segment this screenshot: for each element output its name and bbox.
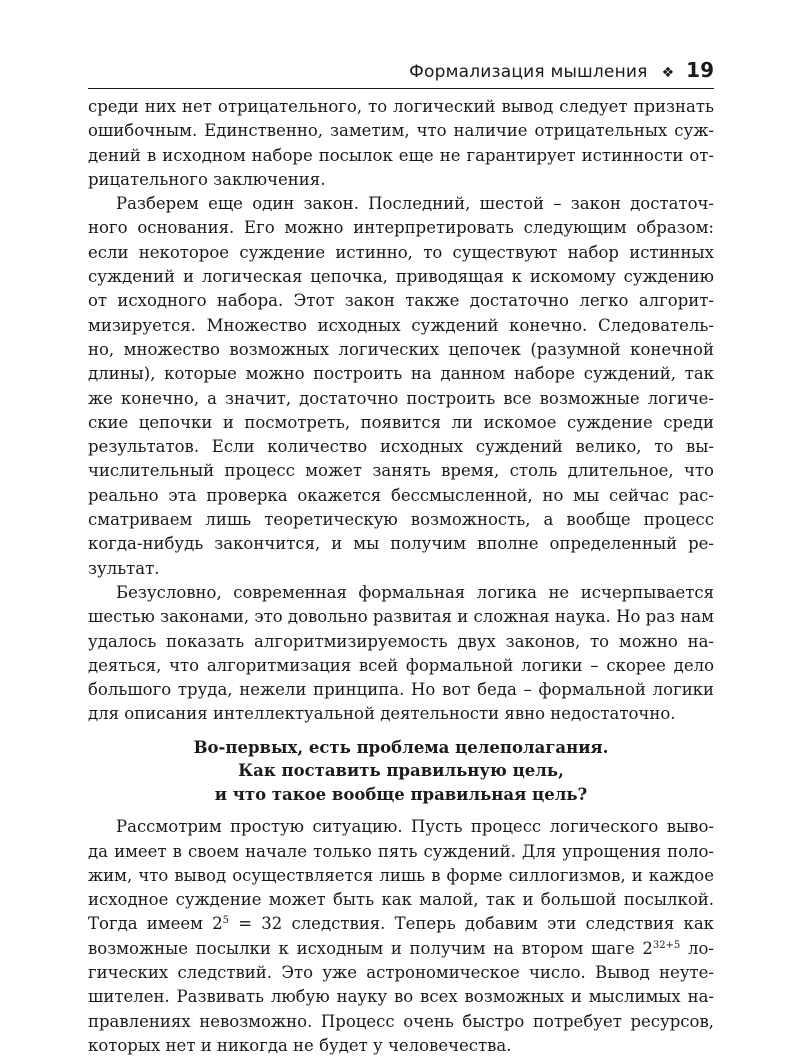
text-line: которых нет и никогда не будет у человечества. <box>88 1035 512 1055</box>
text-line: результатов. Если количество исходных суждений велико, то вы- <box>88 437 714 457</box>
heading-line: и что такое вообще правильная цель? <box>214 784 588 804</box>
text-line: сматриваем лишь теоретическую возможность, а вообще процесс <box>88 510 714 530</box>
text-line: для описания интеллектуальной деятельности явно недостаточно. <box>88 704 676 724</box>
text-line-with-formula <box>88 937 714 961</box>
text-line: длины), которые можно построить на данном наборе суждений, так <box>88 364 714 384</box>
page-number: 19 <box>686 58 714 82</box>
text-line: шестью законами, это довольно развитая и сложная наука. Но раз нам <box>88 607 714 627</box>
text-line: деяться, что алгоритмизация всей формальной логики – скорее дело <box>88 655 714 675</box>
text-line: от исходного набора. Этот закон также достаточно легко алгорит- <box>88 291 714 311</box>
ornament-icon: ❖ <box>661 65 675 81</box>
text-line: ские цепочки и посмотреть, появится ли искомое суждение среди <box>88 412 714 432</box>
text-line: если некоторое суждение истинно, то существуют набор истинных <box>88 242 714 262</box>
paragraph-continued <box>88 95 714 192</box>
text-line-with-formula <box>88 912 714 936</box>
exponent: 5 <box>222 915 230 927</box>
text-line: шителен. Развивать любую науку во всех возможных и мыслимых на- <box>88 987 714 1007</box>
text-line: дений в исходном наборе посылок еще не гарантирует истинности от- <box>88 145 714 165</box>
paragraph-goal-setting <box>88 815 714 1058</box>
text-line: правлениях невозможно. Процесс очень быстро потребует ресурсов, <box>88 1011 714 1031</box>
text-line: же конечно, а значит, достаточно построить все возможные логиче- <box>88 388 714 408</box>
text-line: но, множество возможных логических цепочек (разумной конечной <box>88 339 714 359</box>
running-header <box>88 58 714 84</box>
text-line: Рассмотрим простую ситуацию. Пусть процесс логического выво- <box>116 817 714 837</box>
text-line: числительный процесс может занять время, столь длительное, что <box>88 461 714 481</box>
text-line: ного основания. Его можно интерпретировать следующим образом: <box>88 218 714 238</box>
text-line: рицательного заключения. <box>88 169 326 189</box>
header-rule <box>88 88 714 89</box>
text-line: ошибочным. Единственно, заметим, что наличие отрицательных суж- <box>88 121 714 141</box>
text-line: жим, что вывод осуществляется лишь в форме силлогизмов, и каждое <box>88 865 714 885</box>
text-line: Безусловно, современная формальная логика не исчерпывается <box>116 582 714 602</box>
section-heading <box>88 736 714 807</box>
text-line: среди них нет отрицательного, то логический вывод следует признать <box>88 97 714 116</box>
text-line: да имеет в своем начале только пять суждений. Для упрощения поло- <box>88 841 714 861</box>
text-segment: возможные посылки к исходным и получим на втором шаге 2 <box>88 938 653 958</box>
text-segment: = 32 следствия. Теперь добавим эти следствия как <box>229 914 714 934</box>
text-line: реально эта проверка окажется бессмысленной, но мы сейчас рас- <box>88 485 714 505</box>
text-line: большого труда, нежели принципа. Но вот беда – формальной логики <box>88 680 714 700</box>
heading-line: Во-первых, есть проблема целеполагания. <box>193 737 609 757</box>
text-line: мизируется. Множество исходных суждений конечно. Следователь- <box>88 315 714 335</box>
text-line: Разберем еще один закон. Последний, шестой – закон достаточ- <box>116 194 714 214</box>
text-segment: ло- <box>680 938 714 958</box>
paragraph-sufficient-reason <box>88 192 714 581</box>
page-body <box>88 95 714 1058</box>
text-line: гических следствий. Это уже астрономическое число. Вывод неуте- <box>88 963 714 982</box>
paragraph-formal-logic <box>88 581 714 727</box>
text-line: удалось показать алгоритмизируемость двух законов, то можно на- <box>88 631 714 651</box>
running-header-title: Формализация мышления <box>409 62 648 82</box>
text-line: когда-нибудь закончится, и мы получим вполне определенный ре- <box>88 534 714 554</box>
text-line: суждений и логическая цепочка, приводящая к искомому суждению <box>88 267 714 287</box>
heading-line: Как поставить правильную цель, <box>238 761 564 781</box>
text-segment: Тогда имеем 2 <box>88 914 223 934</box>
exponent: 32+5 <box>652 939 681 951</box>
text-line: зультат. <box>88 558 160 578</box>
text-line: исходное суждение может быть как малой, так и большой посылкой. <box>88 890 714 910</box>
